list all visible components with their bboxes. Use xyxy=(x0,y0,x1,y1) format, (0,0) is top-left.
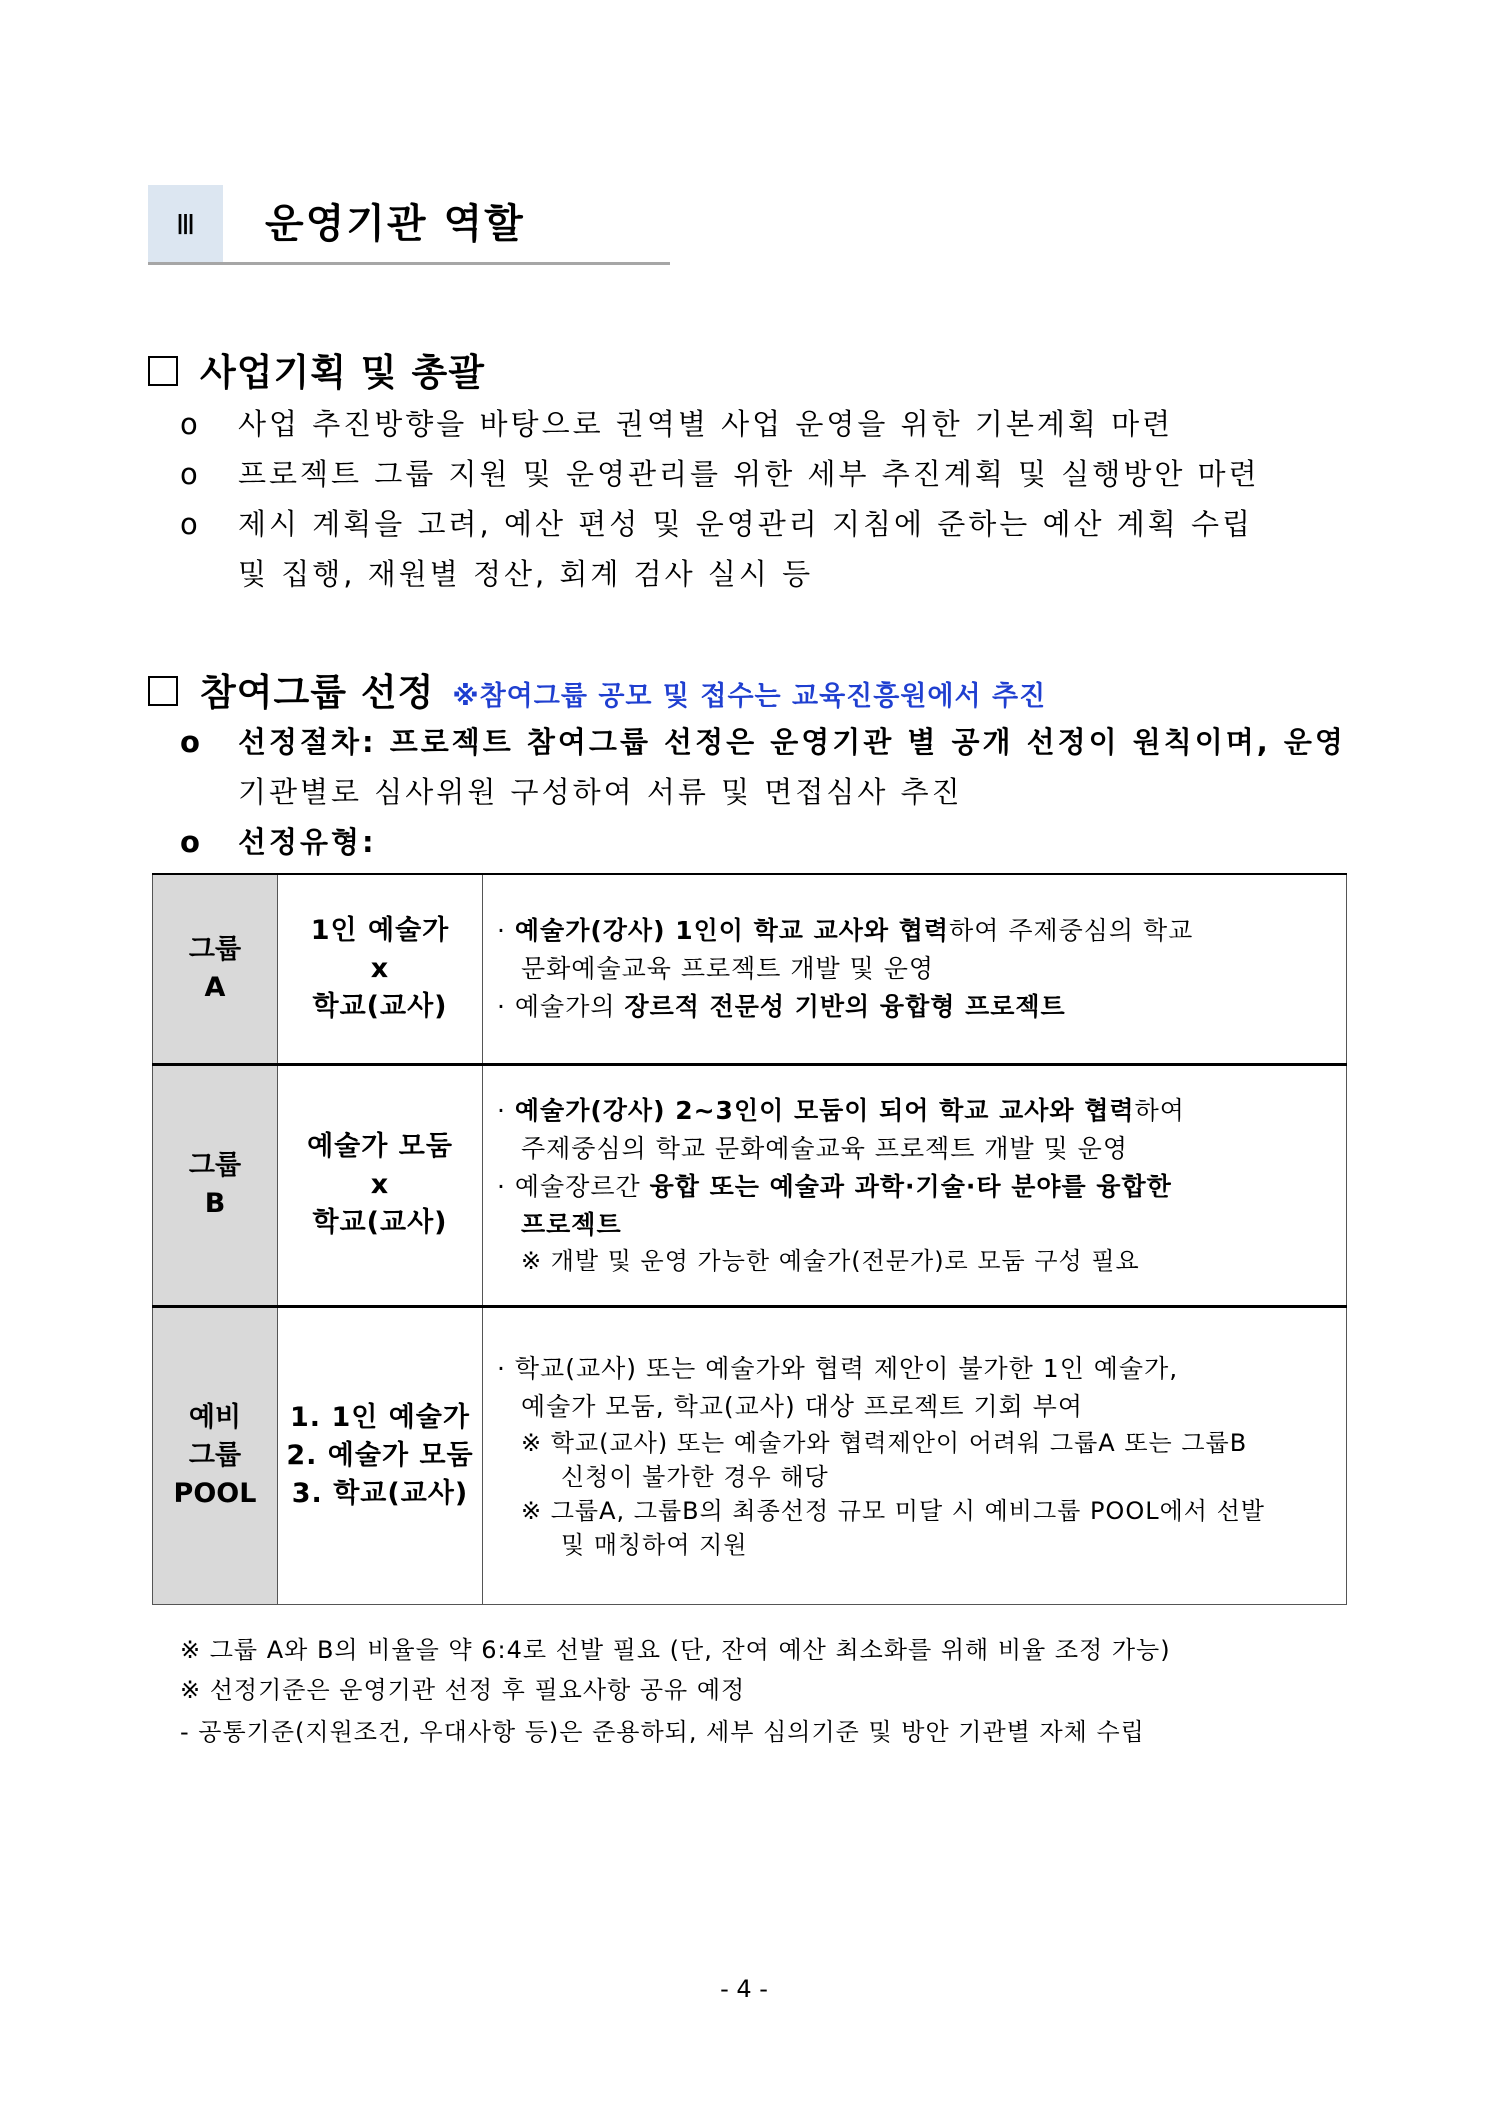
desc-note: ※ 개발 및 운영 가능한 예술가(전문가)로 모둠 구성 필요 xyxy=(521,1247,1140,1275)
type-label: 3. 학교(교사) xyxy=(291,1477,469,1509)
page-number: - 4 - xyxy=(720,1975,768,2003)
type-cell xyxy=(278,1064,483,1306)
bullet-mark: o xyxy=(180,407,201,441)
bullet-line xyxy=(180,720,1346,761)
section-title: 참여그룹 선정 xyxy=(200,671,435,714)
group-label: 그룹 xyxy=(188,1439,242,1471)
bullet-line xyxy=(180,402,1173,443)
desc-line: · 학교(교사) 또는 예술가와 협력 제안이 불가한 1인 예술가, xyxy=(497,1353,1179,1383)
section-title: 사업기획 및 총괄 xyxy=(200,351,485,394)
type-label: 1. 1인 예술가 xyxy=(290,1401,470,1433)
desc-text: 하여 주제중심의 학교 xyxy=(949,915,1194,945)
group-label: A xyxy=(204,971,226,1003)
desc-text: · xyxy=(497,1096,515,1125)
bullet-continuation: 기관별로 심사위원 구성하여 서류 및 면접심사 추진 xyxy=(238,775,963,809)
bullet-mark: o xyxy=(180,507,201,541)
desc-line xyxy=(497,1168,1332,1206)
desc-line: 주제중심의 학교 문화예술교육 프로젝트 개발 및 운영 xyxy=(521,1134,1128,1163)
type-label: 2. 예술가 모둠 xyxy=(286,1439,474,1471)
chapter-underline xyxy=(148,262,670,265)
desc-note: ※ 학교(교사) 또는 예술가와 협력제안이 어려워 그룹A 또는 그룹B xyxy=(521,1428,1248,1457)
desc-text: 하여 xyxy=(1134,1096,1185,1125)
desc-line xyxy=(497,1092,1332,1130)
desc-bold: 예술가(강사) 2~3인이 모둠이 되어 학교 교사와 협력 xyxy=(514,1096,1135,1125)
bullet-continuation: 및 집행, 재원별 정산, 회계 검사 실시 등 xyxy=(238,557,814,591)
section-heading-planning xyxy=(148,342,485,396)
desc-bold: 융합 또는 예술과 과학·기술·타 분야를 융합한 xyxy=(649,1172,1172,1201)
desc-text: · 예술가의 xyxy=(497,991,625,1021)
chapter-number: Ⅲ xyxy=(175,208,196,241)
group-label: 그룹 xyxy=(188,933,242,965)
desc-line xyxy=(497,1206,1332,1244)
type-cell xyxy=(278,1306,483,1604)
table-row xyxy=(153,874,1347,1064)
group-label: B xyxy=(204,1188,226,1219)
group-cell xyxy=(153,874,278,1064)
footnote: - 공통기준(지원조건, 우대사항 등)은 준용하되, 세부 심의기준 및 방안 기관별 자체 수립 xyxy=(180,1718,1145,1746)
group-cell xyxy=(153,1306,278,1604)
bullet-mark: o xyxy=(180,825,203,859)
bullet-text: 선정절차: 프로젝트 참여그룹 선정은 운영기관 별 공개 선정이 원칙이며, 운영 xyxy=(238,725,1346,759)
selection-type-table xyxy=(152,873,1347,1605)
desc-text: · xyxy=(497,915,515,945)
description-cell xyxy=(483,874,1347,1064)
description-cell xyxy=(483,1306,1347,1604)
group-label: 그룹 xyxy=(188,1150,242,1181)
checkbox-square-icon xyxy=(148,356,178,386)
group-cell xyxy=(153,1064,278,1306)
desc-line xyxy=(497,912,1332,950)
desc-text: · 예술장르간 xyxy=(497,1172,650,1201)
footnote: ※ 그룹 A와 B의 비율을 약 6:4로 선발 필요 (단, 잔여 예산 최소화를 위해 비율 조정 가능) xyxy=(180,1636,1171,1664)
desc-note: 및 매칭하여 지원 xyxy=(561,1530,748,1559)
description-cell xyxy=(483,1064,1347,1306)
type-label: 학교(교사) xyxy=(312,1207,448,1238)
desc-bold: 프로젝트 xyxy=(521,1210,622,1239)
group-label: 예비 xyxy=(188,1401,242,1433)
bullet-line xyxy=(180,452,1260,493)
footnote: ※ 선정기준은 운영기관 선정 후 필요사항 공유 예정 xyxy=(180,1676,746,1704)
type-label: x xyxy=(370,1169,390,1200)
table-row xyxy=(153,1064,1347,1306)
section-note: ※참여그룹 공모 및 접수는 교육진흥원에서 추진 xyxy=(452,681,1047,712)
bullet-text: 프로젝트 그룹 지원 및 운영관리를 위한 세부 추진계획 및 실행방안 마련 xyxy=(238,457,1260,491)
bullet-mark: o xyxy=(180,457,201,491)
bullet-text: 선정유형: xyxy=(238,825,377,859)
desc-bold: 장르적 전문성 기반의 융합형 프로젝트 xyxy=(624,991,1066,1021)
table-row xyxy=(153,1306,1347,1604)
type-label: 1인 예술가 xyxy=(310,914,450,946)
desc-note: ※ 그룹A, 그룹B의 최종선정 규모 미달 시 예비그룹 POOL에서 선발 xyxy=(521,1496,1265,1525)
bullet-text: 제시 계획을 고려, 예산 편성 및 운영관리 지침에 준하는 예산 계획 수립 xyxy=(238,507,1254,541)
section-heading-selection xyxy=(148,662,1046,716)
bullet-line xyxy=(180,502,1253,543)
desc-bold: 예술가(강사) 1인이 학교 교사와 협력 xyxy=(514,915,950,945)
desc-note: 신청이 불가한 경우 해당 xyxy=(561,1462,829,1491)
type-label: 학교(교사) xyxy=(312,990,448,1022)
type-cell xyxy=(278,874,483,1064)
checkbox-square-icon xyxy=(148,676,178,706)
chapter-title: 운영기관 역할 xyxy=(265,201,525,247)
bullet-line xyxy=(180,820,377,861)
type-label: 예술가 모둠 xyxy=(307,1131,453,1162)
desc-line: 문화예술교육 프로젝트 개발 및 운영 xyxy=(521,953,935,983)
bullet-mark: o xyxy=(180,725,203,759)
desc-line xyxy=(497,988,1332,1026)
desc-line: 예술가 모둠, 학교(교사) 대상 프로젝트 기회 부여 xyxy=(521,1391,1083,1421)
type-label: x xyxy=(370,952,390,984)
bullet-text: 사업 추진방향을 바탕으로 권역별 사업 운영을 위한 기본계획 마련 xyxy=(238,407,1174,441)
group-label: POOL xyxy=(173,1477,257,1509)
